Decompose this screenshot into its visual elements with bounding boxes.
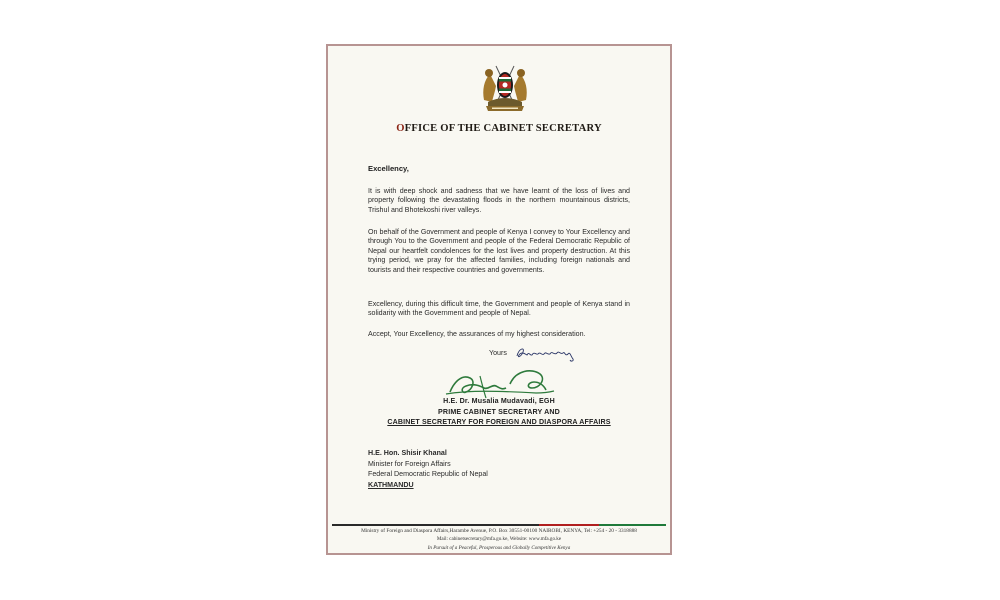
salutation: Excellency, xyxy=(368,164,409,173)
signatory-name: H.E. Dr. Musalia Mudavadi, EGH xyxy=(443,397,555,405)
recipient-city: KATHMANDU xyxy=(368,481,414,489)
body-paragraph-1: It is with deep shock and sadness that we have learnt of the loss of lives and property following the devastating floods in the northern mountainous districts, Trishul and Bhotekoshi river valleys. xyxy=(368,187,630,214)
signatory-title-line2: CABINET SECRETARY FOR FOREIGN AND DIASPORA AFFAIRS xyxy=(387,418,611,426)
footer-contact: Mail: cabinetsecretary@mfa.go.ke, Website: www.mfa.go.ke xyxy=(436,536,562,542)
handwritten-sincerely xyxy=(513,343,583,363)
letter-page xyxy=(326,44,672,555)
recipient-role: Minister for Foreign Affairs xyxy=(368,460,451,468)
signatory-title-line1: PRIME CABINET SECRETARY AND xyxy=(438,408,560,416)
recipient-country: Federal Democratic Republic of Nepal xyxy=(368,470,488,478)
recipient-name: H.E. Hon. Shisir Khanal xyxy=(368,449,447,457)
office-title-initial: O xyxy=(396,123,405,134)
body-paragraph-4: Accept, Your Excellency, the assurances of my highest consideration. xyxy=(368,330,586,338)
kenya-coat-of-arms-icon xyxy=(478,60,532,114)
body-paragraph-3: Excellency, during this difficult time, the Government and people of Kenya stand in solidarity with the Government and people of Nepal. xyxy=(368,300,630,318)
office-title-rest: FFICE OF THE CABINET SECRETARY xyxy=(404,123,602,134)
body-paragraph-2: On behalf of the Government and people of Kenya I convey to Your Excellency and through You to the Government and people of the Federal Democratic Republic of Nepal our heartfelt condolences for the lost lives and property destruction. At this trying period, we pray for the affected families, including foreign nationals and tourists and their respective countries and governments. xyxy=(368,228,630,274)
signature-image xyxy=(440,364,556,400)
footer-divider xyxy=(332,524,666,526)
footer-motto: In Pursuit of a Peaceful, Prosperous and Globally Competitive Kenya xyxy=(427,545,571,551)
footer-address: Ministry of Foreign and Diaspora Affairs,Harambe Avenue, P.O. Box 30551-00100 NAIROBI, KENYA, Tel: +254 - 20 - 3318888 xyxy=(361,528,637,534)
office-title xyxy=(328,123,670,134)
closing-printed: Yours xyxy=(489,349,507,357)
